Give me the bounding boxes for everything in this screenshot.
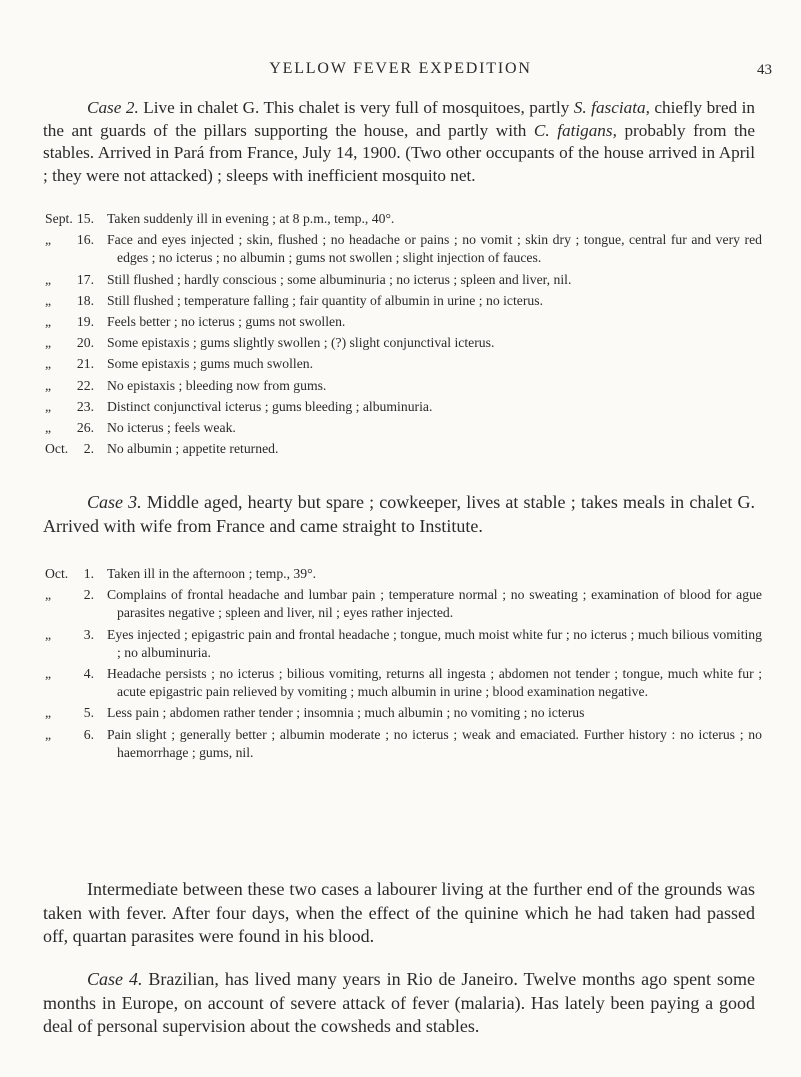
case-2-species-1: S. fasciata, — [573, 98, 650, 117]
entry-day: 20. — [76, 335, 94, 351]
entry-month: „ — [45, 398, 52, 414]
entry-text: Still flushed ; temperature falling ; fair quantity of albumin in urine ; no icterus. — [107, 292, 543, 308]
entry-day: 18. — [76, 292, 94, 308]
entry-day: 2. — [83, 441, 94, 457]
entry-day: 1. — [83, 566, 94, 581]
entry-text: Taken suddenly ill in evening ; at 8 p.m., temp., 40°. — [107, 211, 395, 226]
entry-month: Oct. — [45, 441, 69, 457]
entry-month: „ — [45, 356, 52, 372]
entry-text: Still flushed ; hardly conscious ; some albuminuria ; no icterus ; spleen and liver, nil. — [107, 271, 572, 287]
entry-text: Face and eyes injected ; skin, flushed ; no headache or pains ; no vomit ; skin dry ; tongue, central fur and very red edges ; no icterus ; no albumin ; gums not swollen ; slight injection of fauces. — [107, 232, 762, 266]
entry-month: Oct. — [45, 566, 69, 581]
entry-month: „ — [45, 420, 52, 436]
case-4-paragraph — [43, 968, 755, 1039]
case-4-text: Brazilian, has lived many years in Rio de Janeiro. Twelve months ago spent some months in Europe, on account of severe attack of fever (malaria). Has lately been paying a good deal of personal supervision about the cowsheds and stables. — [43, 969, 756, 1036]
entry-day: 3. — [83, 626, 94, 642]
entry-text: Some epistaxis ; gums slightly swollen ; (?) slight conjunctival icterus. — [107, 335, 495, 351]
case-2-entries — [0, 210, 801, 461]
diary-entry — [0, 271, 801, 289]
entry-text: Taken ill in the afternoon ; temp., 39°. — [107, 566, 317, 581]
entry-day: 17. — [76, 271, 94, 287]
entry-text: Feels better ; no icterus ; gums not swollen. — [107, 314, 346, 330]
case-2-text-part2: chiefly bred in the ant guards of the pillars supporting the house, and partly with — [43, 98, 755, 140]
entry-day: 26. — [76, 420, 94, 436]
entry-day: 2. — [83, 587, 94, 603]
case-3-entries — [0, 565, 801, 765]
entry-text: No icterus ; feels weak. — [107, 420, 236, 436]
entry-month: „ — [45, 626, 52, 642]
case-3-lead: Case 3. — [87, 492, 142, 512]
entry-month: „ — [45, 587, 52, 603]
intermediate-paragraph: Intermediate between these two cases a labourer living at the further end of the grounds was taken with fever. After four days, when the effect of the quinine which he had taken had passed off, quartan parasites were found in his blood. — [43, 879, 755, 946]
diary-entry — [0, 398, 801, 416]
entry-text: Eyes injected ; epigastric pain and frontal headache ; tongue, much moist white fur ; no icterus ; much bilious vomiting ; no albuminuria. — [107, 626, 762, 660]
entry-text: No albumin ; appetite returned. — [107, 441, 279, 457]
entry-month: Sept. — [45, 211, 73, 226]
diary-entry — [0, 726, 801, 762]
running-title: YELLOW FEVER EXPEDITION — [269, 60, 532, 77]
entry-text: Pain slight ; generally better ; albumin moderate ; no icterus ; weak and emaciated. Further history : no icterus ; no haemorrhage ; gums, nil. — [107, 726, 762, 760]
entry-day: 4. — [83, 666, 94, 682]
case-2-paragraph — [43, 97, 755, 187]
diary-entry — [0, 355, 801, 373]
entry-day: 16. — [76, 232, 94, 248]
entry-month: „ — [45, 666, 52, 682]
entry-text: Headache persists ; no icterus ; bilious vomiting, returns all ingesta ; abdomen not tender ; tongue, much white fur ; acute epigastric pain relieved by vomiting ; much albumin in urine ; blood examination negative. — [107, 666, 762, 700]
entry-day: 5. — [83, 705, 94, 721]
entry-day: 15. — [76, 211, 94, 226]
entry-month: „ — [45, 232, 52, 248]
case-2-text-part1: Live in chalet G. This chalet is very full of mosquitoes, partly — [143, 98, 570, 117]
entry-text: Less pain ; abdomen rather tender ; insomnia ; much albumin ; no vomiting ; no icterus — [107, 705, 585, 721]
entry-day: 23. — [76, 398, 94, 414]
diary-entry — [0, 231, 801, 267]
diary-entry — [0, 292, 801, 310]
entry-month: „ — [45, 726, 52, 742]
case-2-lead: Case 2. — [87, 98, 139, 117]
diary-entry — [0, 665, 801, 701]
entry-day: 6. — [83, 726, 94, 742]
entry-day: 19. — [76, 314, 94, 330]
diary-entry — [0, 334, 801, 352]
diary-entry — [0, 704, 801, 722]
diary-entry — [0, 419, 801, 437]
case-3-text: Middle aged, hearty but spare ; cowkeeper, lives at stable ; takes meals in chalet G. Arrived with wife from France and came straight to Institute. — [43, 492, 755, 536]
case-4-lead: Case 4. — [87, 969, 143, 989]
diary-entry — [0, 377, 801, 395]
entry-day: 21. — [76, 356, 94, 372]
entry-text: No epistaxis ; bleeding now from gums. — [107, 377, 327, 393]
entry-text: Some epistaxis ; gums much swollen. — [107, 356, 314, 372]
entry-month: „ — [45, 377, 52, 393]
page-number: 43 — [757, 62, 772, 78]
entry-text: Distinct conjunctival icterus ; gums bleeding ; albuminuria. — [107, 398, 433, 414]
diary-entry — [0, 626, 801, 662]
entry-month: „ — [45, 292, 52, 308]
entry-month: „ — [45, 705, 52, 721]
case-2-text-part3: probably from the stables. Arrived in Pará from France, July 14, 1900. (Two other occupants of the house arrived in April ; they were not attacked) ; sleeps with inefficient mosquito net. — [43, 120, 756, 185]
entry-day: 22. — [76, 377, 94, 393]
diary-entry — [0, 313, 801, 331]
entry-month: „ — [45, 271, 52, 287]
diary-entry — [0, 440, 801, 458]
entry-month: „ — [45, 335, 52, 351]
diary-entry — [0, 210, 801, 228]
case-2-species-2: C. fatigans, — [533, 120, 617, 140]
diary-entry — [0, 586, 801, 622]
case-3-paragraph — [43, 491, 755, 538]
entry-text: Complains of frontal headache and lumbar pain ; temperature normal ; no sweating ; examination of blood for ague parasites negative ; spleen and liver, nil ; eyes rather injected. — [107, 587, 762, 621]
entry-month: „ — [45, 314, 52, 330]
diary-entry — [0, 565, 801, 583]
